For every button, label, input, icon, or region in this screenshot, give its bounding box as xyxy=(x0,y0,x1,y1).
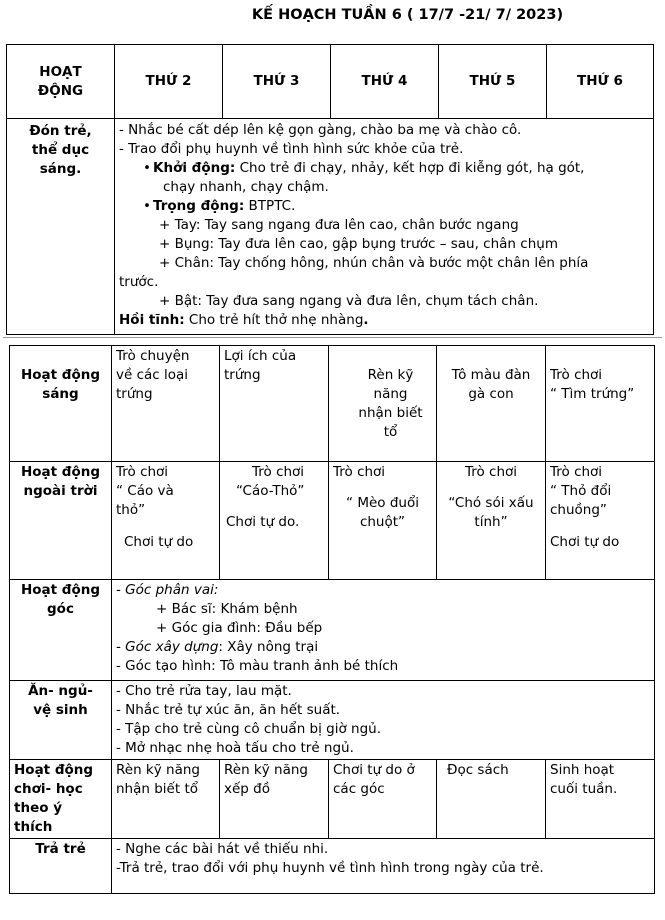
page-title: KẾ HOẠCH TUẦN 6 ( 17/7 -21/ 7/ 2023) xyxy=(251,7,564,23)
jump-line: + Bật: Tay đưa sang ngang và đưa lên, chụm tách chân. xyxy=(159,293,539,309)
label-pickup: Trả trẻ xyxy=(10,839,112,894)
schedule-table-bottom xyxy=(9,345,655,894)
row-pickup xyxy=(10,839,655,894)
main-exercise-text: BTPTC. xyxy=(244,198,296,214)
cell-line: Chơi tự do xyxy=(124,534,194,550)
warmup-line-2: chạy nhanh, chạy chậm. xyxy=(163,179,329,195)
row-outdoor xyxy=(10,462,655,580)
cell-line: chuồng” xyxy=(550,502,607,518)
cell-line: Trò chơi xyxy=(252,464,305,480)
cell-line: “ Thỏ đổi xyxy=(550,483,612,499)
label-hygiene xyxy=(10,681,112,760)
hygiene-line: - Tập cho trẻ cùng cô chuẩn bị giờ ngủ. xyxy=(116,721,381,737)
label-line: Hoạt động xyxy=(20,464,101,480)
row-free-play xyxy=(10,760,655,839)
art-corner-line: - Góc tạo hình: Tô màu tranh ảnh bé thích xyxy=(116,658,399,674)
cell-line: Trò chuyện xyxy=(116,348,190,364)
cell-line: tổ xyxy=(383,424,398,440)
cell-fri-outdoor xyxy=(546,462,655,580)
pickup-line: -Trả trẻ, trao đổi với phụ huynh về tình hình trong ngày của trẻ. xyxy=(116,860,544,876)
cell-mon-morning xyxy=(112,346,220,462)
header-activity-line: HOẠT xyxy=(39,63,82,80)
hygiene-line: - Mở nhạc nhẹ hoà tấu cho trẻ ngủ. xyxy=(116,740,354,756)
cell-mon-outdoor xyxy=(112,462,220,580)
cell-tue-outdoor xyxy=(220,462,329,580)
header-row xyxy=(7,45,654,119)
label-outdoor xyxy=(10,462,112,580)
build-corner-line xyxy=(116,638,650,657)
doctor-line: + Bác sĩ: Khám bệnh xyxy=(156,601,298,617)
label-line: ngoài trời xyxy=(23,483,98,499)
cell-line: nhận biết xyxy=(358,405,423,421)
label-morning-activity xyxy=(10,346,112,462)
cell-line: Rèn kỹ xyxy=(367,367,414,383)
bullet-icon: • xyxy=(143,198,151,214)
cooldown-end: . xyxy=(363,312,369,328)
belly-line: + Bụng: Tay đưa lên cao, gập bụng trước – sau, chân chụm xyxy=(159,236,558,252)
label-morning-exercise xyxy=(7,119,115,335)
hygiene-line: - Nhắc trẻ tự xúc ăn, ăn hết suất. xyxy=(116,702,341,718)
parent-talk-line: - Trao đổi phụ huynh về tình hình sức khỏe của trẻ. xyxy=(119,141,464,157)
cell-line: trứng xyxy=(224,367,261,383)
label-line: sáng xyxy=(42,386,79,402)
warmup-line xyxy=(119,159,649,178)
cell-line: Trò chơi xyxy=(550,367,603,383)
cell-wed-outdoor xyxy=(329,462,437,580)
page-separator xyxy=(3,337,662,338)
main-exercise-line xyxy=(119,197,649,216)
cell-line: Lợi ích của xyxy=(224,348,297,364)
cell-line: về các loại xyxy=(116,367,189,383)
arms-line: + Tay: Tay sang ngang đưa lên cao, chân bước ngang xyxy=(159,217,519,233)
cell-fri-free-play xyxy=(546,760,655,839)
cell-line: Tô màu đàn xyxy=(451,367,531,383)
cooldown-line xyxy=(119,311,649,330)
cell-line: năng xyxy=(373,386,408,402)
cell-line: chuột” xyxy=(359,514,406,530)
cell-wed-free-play xyxy=(329,760,437,839)
header-thursday: THỨ 5 xyxy=(439,45,547,119)
cell-line: gà con xyxy=(468,386,514,402)
cell-line: Chơi tự do. xyxy=(226,514,300,530)
label-line: Hoạt động xyxy=(20,582,101,598)
label-corner xyxy=(10,580,112,681)
morning-exercise-content xyxy=(115,119,654,335)
cell-line: “Cáo-Thỏ” xyxy=(236,483,305,499)
header-tuesday: THỨ 3 xyxy=(223,45,331,119)
cell-tue-morning xyxy=(220,346,329,462)
cell-fri-morning xyxy=(546,346,655,462)
header-monday: THỨ 2 xyxy=(115,45,223,119)
row-corner xyxy=(10,580,655,681)
header-friday: THỨ 6 xyxy=(547,45,654,119)
cell-line: “ Cáo và xyxy=(116,483,174,499)
family-line: + Góc gia đình: Đầu bếp xyxy=(156,620,323,636)
cell-tue-free-play xyxy=(220,760,329,839)
role-corner-line: - Góc phân vai: xyxy=(116,582,219,598)
cell-line: Trò chơi xyxy=(333,464,386,480)
cell-line: Chơi tự do xyxy=(550,534,620,550)
corner-content xyxy=(112,580,655,681)
cell-line: xếp đồ xyxy=(224,781,270,797)
label-line: Đón trẻ, xyxy=(29,123,92,139)
cell-line: Trò chơi xyxy=(464,464,518,480)
label-line: thể dục xyxy=(31,142,90,158)
header-activity-line: ĐỘNG xyxy=(37,82,84,99)
legs-line: + Chân: Tay chống hông, nhún chân và bước một chân lên phía xyxy=(159,255,589,271)
cell-line: tính” xyxy=(474,514,508,530)
cell-thu-free-play xyxy=(437,760,546,839)
row-morning-exercise xyxy=(7,119,654,335)
label-line: thích xyxy=(14,819,53,835)
cell-line: Trò chơi xyxy=(116,464,169,480)
label-line: sáng. xyxy=(39,161,82,177)
cell-line: cuối tuần. xyxy=(550,781,618,797)
greeting-line: - Nhắc bé cất dép lên kệ gọn gàng, chào ba mẹ và chào cô. xyxy=(119,122,522,138)
cooldown-label: Hồi tĩnh: xyxy=(119,312,185,328)
label-line: góc xyxy=(47,601,74,617)
warmup-label: Khởi động: xyxy=(153,160,236,176)
label-line: theo ý xyxy=(14,800,62,816)
cell-thu-morning xyxy=(437,346,546,462)
cell-line: Rèn kỹ năng xyxy=(224,762,308,778)
schedule-table-top xyxy=(6,44,654,335)
cell-line: trứng xyxy=(116,386,153,402)
main-exercise-label: Trọng động: xyxy=(153,198,245,214)
cell-line: Rèn kỹ năng xyxy=(116,762,200,778)
cell-line: thỏ” xyxy=(116,502,146,518)
build-text: : Xây nông trại xyxy=(218,639,319,655)
cell-line: Trò chơi xyxy=(550,464,603,480)
legs-line-2: trước. xyxy=(119,274,159,290)
cell-thu-outdoor xyxy=(437,462,546,580)
label-line: vệ sinh xyxy=(33,702,88,718)
cell-line: “Chó sói xấu xyxy=(448,495,534,511)
cell-line: Đọc sách xyxy=(447,762,509,778)
cell-line: “ Tìm trứng” xyxy=(550,386,635,402)
header-activity xyxy=(7,45,115,119)
cell-mon-free-play xyxy=(112,760,220,839)
label-line: Ăn- ngủ- xyxy=(28,683,93,699)
hygiene-content xyxy=(112,681,655,760)
row-hygiene xyxy=(10,681,655,760)
row-morning-activity xyxy=(10,346,655,462)
cell-line: Sinh hoạt xyxy=(550,762,615,778)
cell-wed-morning xyxy=(329,346,437,462)
pickup-content xyxy=(112,839,655,894)
cell-line: các góc xyxy=(333,781,385,797)
label-free-play xyxy=(10,760,112,839)
cell-line: Chơi tự do ở xyxy=(333,762,415,778)
cell-line: nhận biết tổ xyxy=(116,781,198,797)
label-line: Hoạt động xyxy=(14,762,94,778)
label-line: chơi- học xyxy=(14,781,83,797)
pickup-line: - Nghe các bài hát về thiếu nhi. xyxy=(116,841,329,857)
hygiene-line: - Cho trẻ rửa tay, lau mặt. xyxy=(116,683,292,699)
bullet-icon: • xyxy=(143,160,151,176)
warmup-text: Cho trẻ đi chạy, nhảy, kết hợp đi kiễng gót, hạ gót, xyxy=(235,160,585,176)
build-label: - Góc xây dựng xyxy=(116,639,219,655)
header-wednesday: THỨ 4 xyxy=(331,45,439,119)
cell-line: “ Mèo đuổi xyxy=(346,495,419,511)
label-line: Hoạt động xyxy=(20,367,101,383)
cooldown-text: Cho trẻ hít thở nhẹ nhàng xyxy=(184,312,364,328)
